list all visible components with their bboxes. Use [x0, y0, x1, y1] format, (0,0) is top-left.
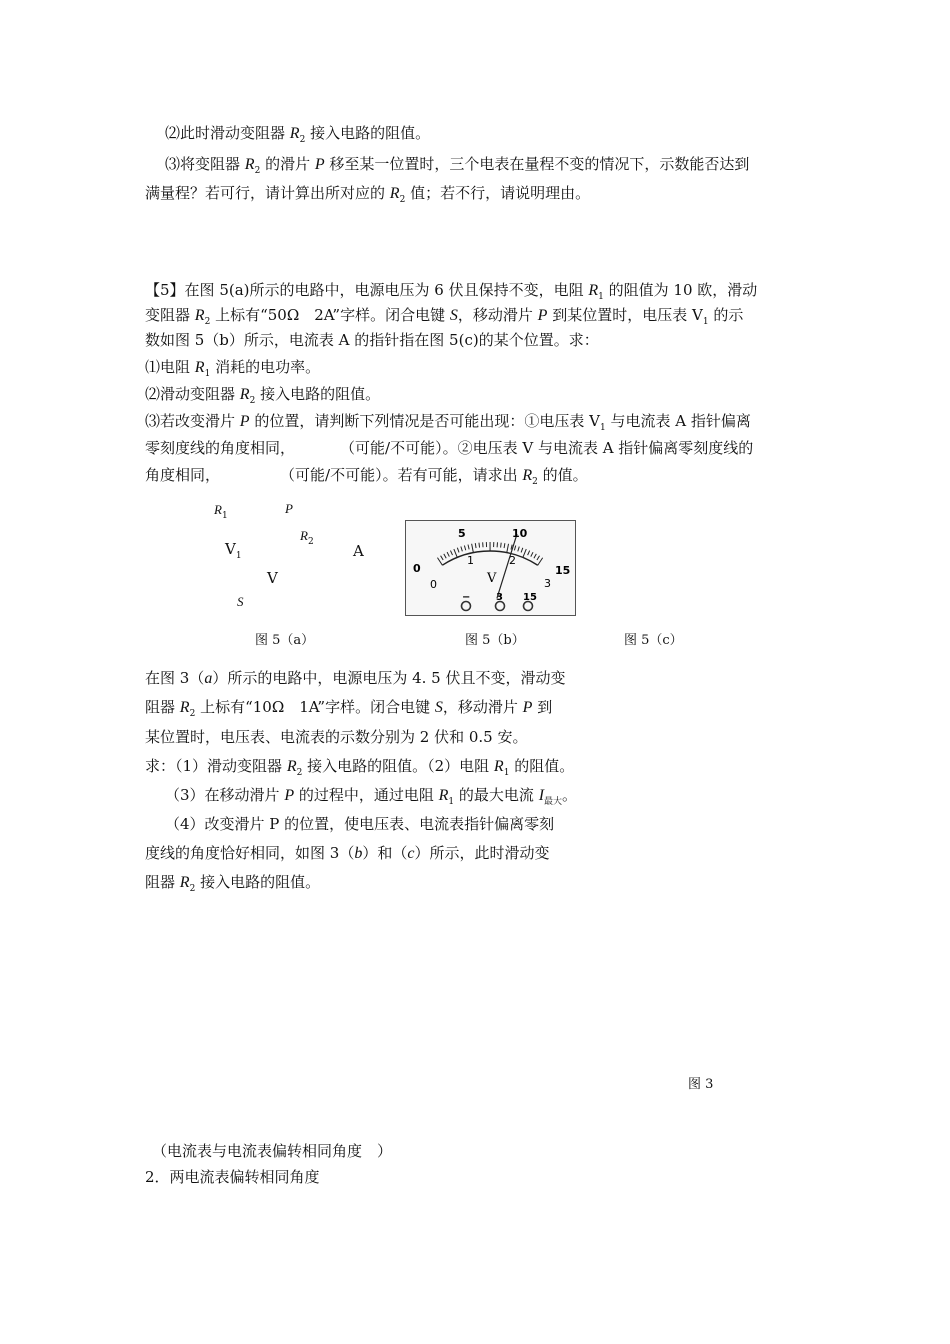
- q3-line1: 在图 3（a）所示的电路中，电源电压为 4. 5 伏且不变，滑动变: [145, 669, 566, 687]
- meter-tick: [501, 543, 502, 548]
- label-v: V: [267, 569, 278, 587]
- q5-line3: 数如图 5（b）所示，电流表 A 的指针指在图 5(c)的某个位置。求：: [145, 331, 599, 349]
- outer-tick-10: 10: [512, 527, 528, 540]
- footer-item-2: 2．两电流表偏转相同角度: [145, 1168, 320, 1186]
- subquestion-3-line1: ⑶将变阻器 $R_2$ 的滑片 P 移至某一位置时，三个电表在量程不变的情况下，示数能否达到: [165, 155, 750, 176]
- q3-line5: （3）在移动滑片 P 的过程中，通过电阻 $R_1$ 的最大电流 $I_{最大}$。: [165, 786, 578, 807]
- label-r2: $R_2$: [300, 528, 314, 547]
- caption-5a: 图 5（a）: [255, 633, 315, 648]
- outer-tick-0: 0: [413, 562, 421, 575]
- q5-line2: 变阻器 $R_2$ 上标有“50Ω 2A”字样。闭合电键 S，移动滑片 P 到某位置时，电压表 $V_1$ 的示: [145, 306, 744, 327]
- terminal-minus-label: −: [462, 592, 471, 603]
- q3-line8: 阻器 $R_2$ 接入电路的阻值。: [145, 873, 321, 894]
- meter-unit: V: [487, 571, 497, 586]
- voltmeter-figure: [405, 520, 576, 616]
- caption-5b: 图 5（b）: [465, 633, 525, 648]
- q5-sub1: ⑴电阻 $R_1$ 消耗的电功率。: [145, 358, 321, 379]
- label-r1: $R_1$: [214, 502, 228, 521]
- terminal-3-label: 3: [496, 592, 503, 603]
- q5-sub3-line2: 零刻度线的角度相同， （可能/不可能）。②电压表 V 与电流表 A 指针偏离零刻度线的: [145, 439, 754, 457]
- inner-tick-0: 0: [430, 578, 437, 591]
- q3-line2: 阻器 $R_2$ 上标有“10Ω 1A”字样。闭合电键 S，移动滑片 P 到: [145, 698, 553, 719]
- q3-line7: 度线的角度恰好相同，如图 3（b）和（c）所示，此时滑动变: [145, 844, 550, 862]
- label-v1: $V_1$: [225, 540, 242, 561]
- outer-tick-5: 5: [458, 527, 466, 540]
- label-a: A: [353, 542, 364, 560]
- q3-line6: （4）改变滑片 P 的位置，使电压表、电流表指针偏离零刻: [165, 815, 555, 833]
- inner-tick-2: 2: [509, 554, 516, 567]
- q5-sub2: ⑵滑动变阻器 $R_2$ 接入电路的阻值。: [145, 385, 381, 406]
- voltmeter-frame: [406, 521, 576, 616]
- terminal-15-label: 15: [523, 592, 537, 603]
- inner-tick-1: 1: [467, 554, 474, 567]
- meter-tick: [479, 543, 480, 548]
- subquestion-2: ⑵此时滑动变阻器 $R_2$ 接入电路的阻值。: [165, 124, 431, 145]
- q3-line3: 某位置时，电压表、电流表的示数分别为 2 伏和 0.5 安。: [145, 728, 528, 746]
- q3-line4: 求：（1）滑动变阻器 $R_2$ 接入电路的阻值。（2）电阻 $R_1$ 的阻值。: [145, 757, 575, 778]
- footer-note: （电流表与电流表偏转相同角度 ）: [152, 1142, 393, 1160]
- q5-line1: 【5】在图 5(a)所示的电路中，电源电压为 6 伏且保持不变，电阻 $R_1$ 的阻值为 10 欧，滑动: [145, 281, 758, 302]
- figure-3-caption: 图 3: [688, 1077, 714, 1092]
- outer-tick-15: 15: [555, 564, 571, 577]
- label-s: S: [237, 594, 244, 609]
- inner-tick-3: 3: [544, 577, 551, 590]
- subquestion-3-line2: 满量程？若可行，请计算出所对应的 $R_2$ 值；若不行，请说明理由。: [145, 184, 591, 205]
- label-p: P: [285, 501, 293, 516]
- q5-sub3-line1: ⑶若改变滑片 P 的位置，请判断下列情况是否可能出现：①电压表 $V_1$ 与电流表 A 指针偏离: [145, 412, 751, 433]
- caption-5c: 图 5（c）: [624, 633, 683, 648]
- q5-sub3-line3: 角度相同， （可能/不可能）。若有可能，请求出 $R_2$ 的值。: [145, 466, 588, 487]
